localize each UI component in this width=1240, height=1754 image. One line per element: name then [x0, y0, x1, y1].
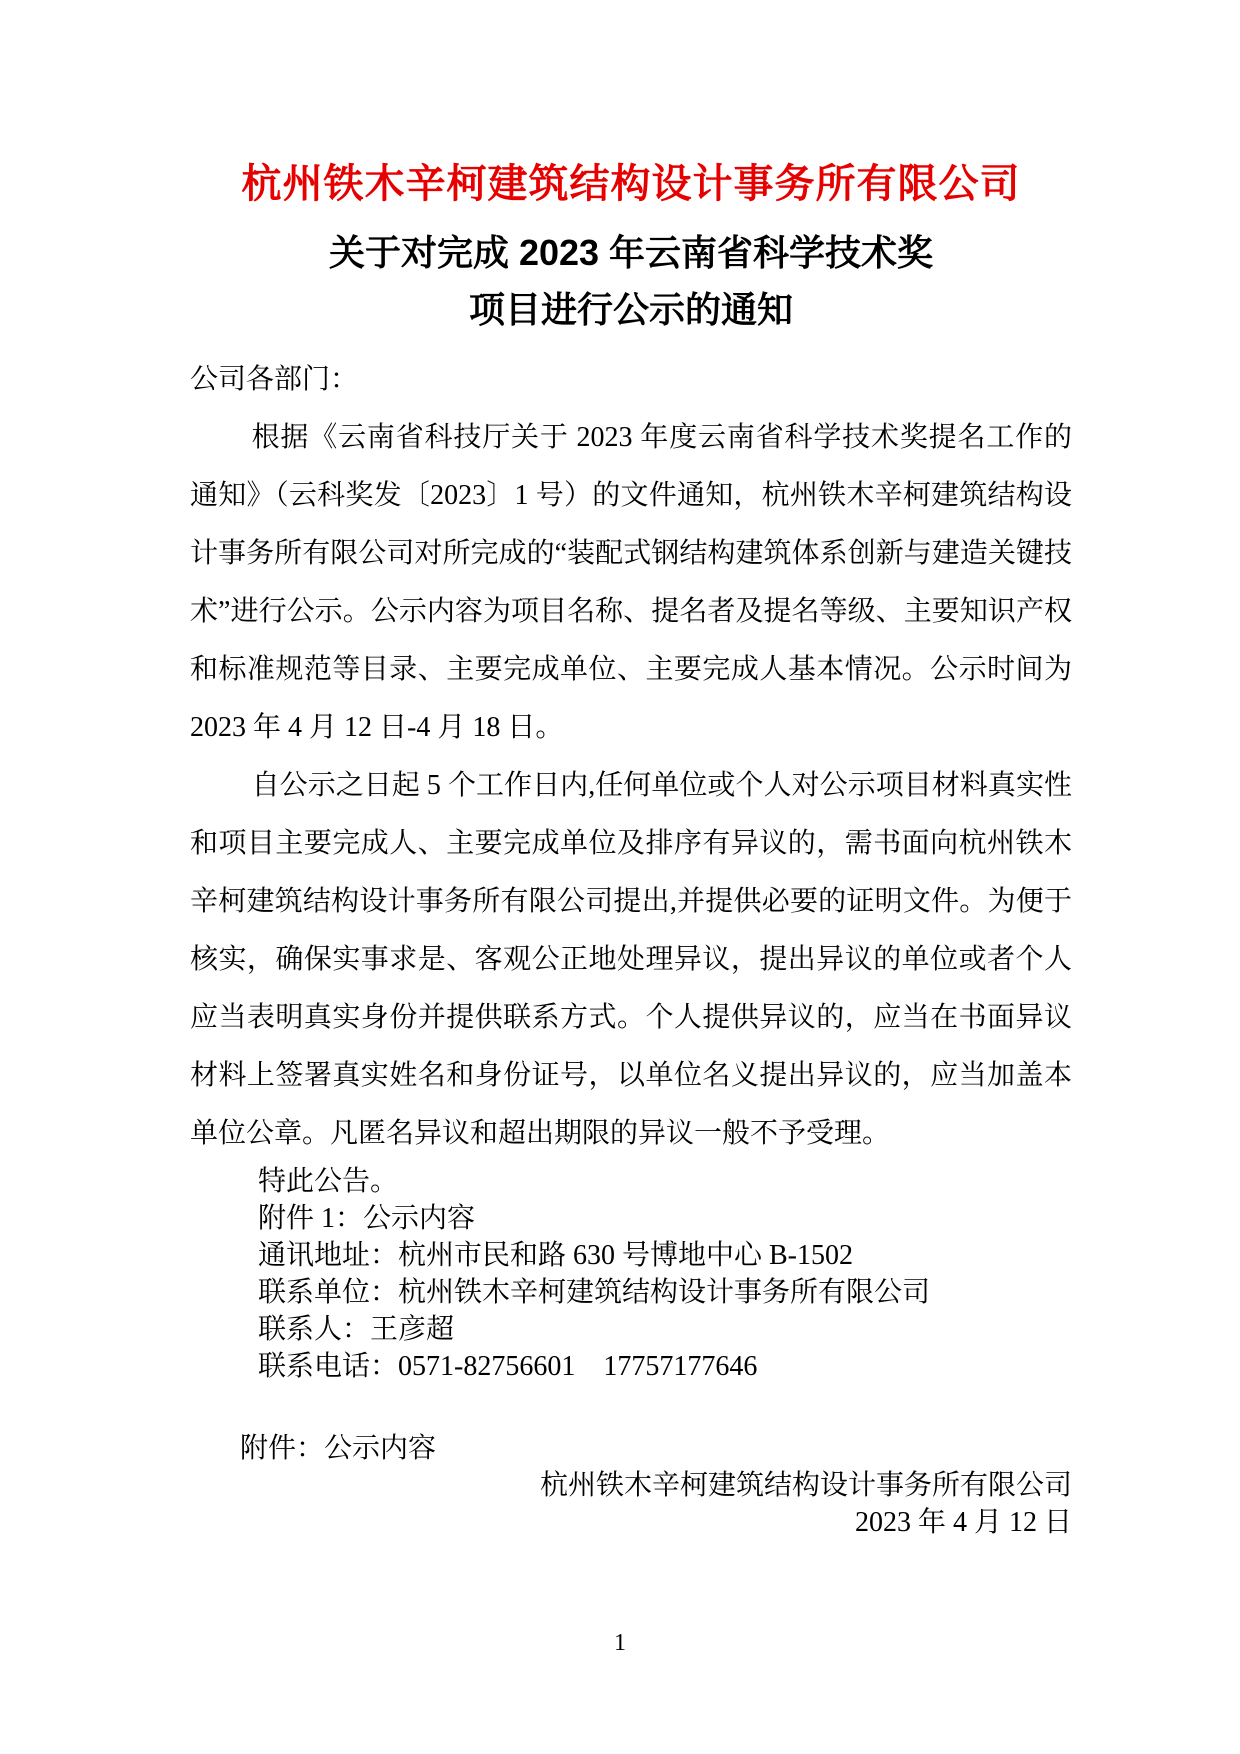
body-paragraph-2: 自公示之日起 5 个工作日内,任何单位或个人对公示项目材料真实性和项目主要完成人、主要完成单位及排序有异议的，需书面向杭州铁木辛柯建筑结构设计事务所有限公司提出,并提供必要的证明文件。为便于核实，确保实事求是、客观公正地处理异议，提出异议的单位或者个人应当表明真实身份并提供联系方式。个人提供异议的，应当在书面异议材料上签署真实姓名和身份证号，以单位名义提出异议的，应当加盖本单位公章。凡匿名异议和超出期限的异议一般不予受理。 [190, 770, 1072, 1149]
notice-title-line2: 项目进行公示的通知 [468, 289, 793, 330]
signature-date: 2023 年 4 月 12 日 [854, 1507, 1072, 1538]
contact-phone: 联系电话：0571-82756601 17757177646 [258, 1351, 758, 1382]
company-title-red: 杭州铁木辛柯建筑结构设计事务所有限公司 [241, 162, 1021, 206]
closing-line: 特此公告。 [258, 1166, 399, 1197]
contact-address: 通讯地址：杭州市民和路 630 号博地中心 B-1502 [258, 1240, 854, 1271]
notice-title-line1: 关于对完成 2023 年云南省科学技术奖 [328, 232, 934, 273]
signature-company: 杭州铁木辛柯建筑结构设计事务所有限公司 [539, 1470, 1072, 1501]
contact-person: 联系人：王彦超 [258, 1314, 455, 1345]
page-number: 1 [614, 1630, 626, 1656]
attachment-label: 附件 1：公示内容 [258, 1203, 476, 1234]
closing-block [258, 1163, 1072, 1385]
attachment-note: 附件：公示内容 [240, 1433, 437, 1464]
document-content [190, 158, 1072, 1541]
signature-block [190, 1467, 1072, 1541]
contact-unit: 联系单位：杭州铁木辛柯建筑结构设计事务所有限公司 [258, 1277, 931, 1308]
body-paragraph-1: 根据《云南省科技厅关于 2023 年度云南省科学技术奖提名工作的通知》（云科奖发〔2023〕1 号）的文件通知，杭州铁木辛柯建筑结构设计事务所有限公司对所完成的“装配式钢结构建筑体系创新与建造关键技术”进行公示。公示内容为项目名称、提名者及提名等级、主要知识产权和标准规范等目录、主要完成单位、主要完成人基本情况。公示时间为 2023 年 4 月 12 日-4 月 18 日。 [190, 422, 1072, 743]
salutation: 公司各部门： [190, 364, 359, 395]
